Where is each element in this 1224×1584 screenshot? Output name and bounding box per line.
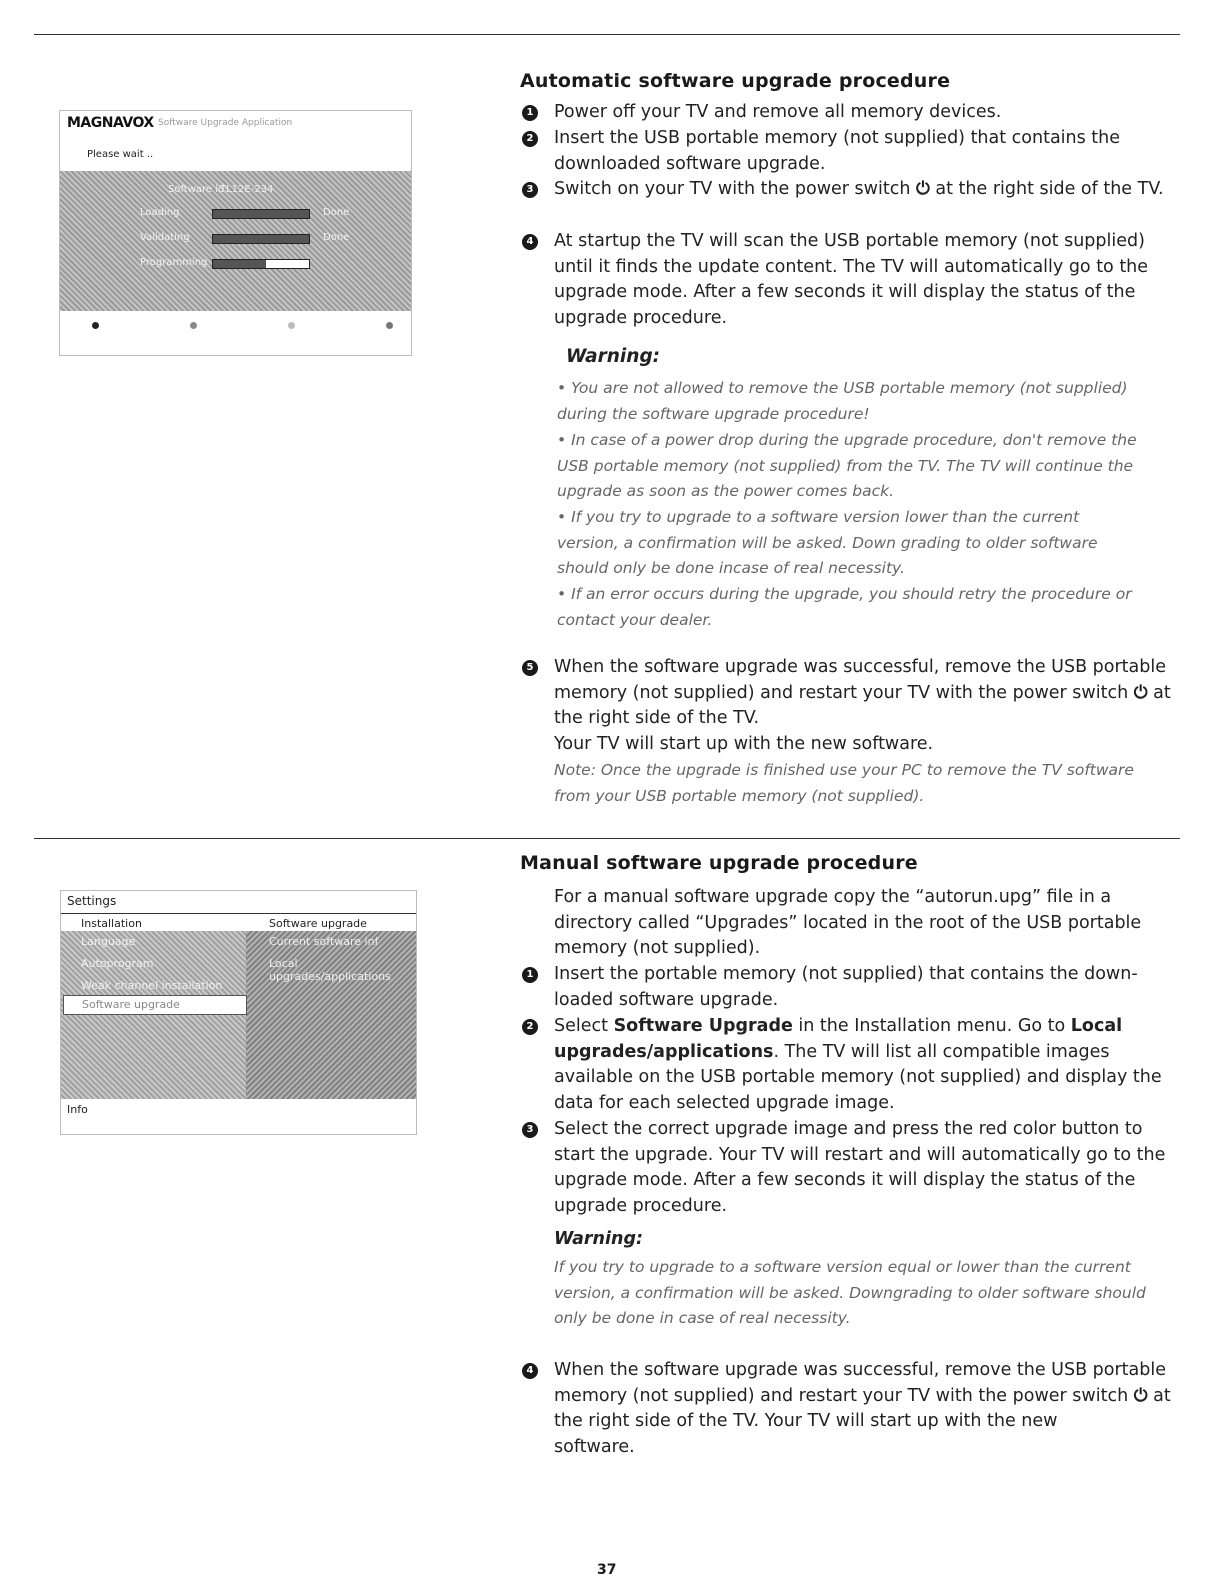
row-label: Programming (140, 257, 208, 268)
page-number: 37 (597, 1562, 617, 1578)
step-text-a: Select (554, 1016, 614, 1036)
manual-warning-text: If you try to upgrade to a software version equal or lower than the current version, a confirmation will be asked. Downgrading to older software should only be done in case of real necessity. (554, 1258, 1146, 1327)
tv-settings-menu (60, 890, 417, 1135)
right-item-local-upgrades[interactable]: Local upgrades/applications (269, 957, 391, 983)
auto-warning-item: • In case of a power drop during the upgrade procedure, don't remove the USB portable memory (not supplied) from the TV. The TV will continue the upgrade as soon as the power comes back. (557, 431, 1137, 500)
auto-section-title: Automatic software upgrade procedure (520, 70, 951, 92)
software-id-value: TL12E-234 (220, 184, 274, 195)
step-bold-b: Software Upgrade (613, 1016, 793, 1036)
section-rule (34, 838, 1180, 839)
step-number: 3 (522, 182, 538, 198)
row-status: Done (323, 232, 350, 243)
row-label: Loading (140, 207, 180, 218)
status-panel (60, 171, 411, 311)
step-number: 2 (522, 1019, 538, 1035)
step-number: 1 (522, 967, 538, 983)
menu-item-autoprogram[interactable]: Autoprogram (81, 957, 154, 970)
color-key-dot (386, 322, 393, 329)
color-key-dot (190, 322, 197, 329)
auto-warning-item: • If an error occurs during the upgrade, you should retry the procedure or contact your dealer. (557, 585, 1132, 629)
auto-warning-title: Warning: (566, 346, 661, 367)
step-text-c: in the Installation menu. Go to (792, 1016, 1071, 1036)
color-key-dot (92, 322, 99, 329)
power-icon: ⏻ (915, 179, 930, 199)
step-text (554, 655, 1174, 732)
step-text-a: Switch on your TV with the power switch (554, 179, 916, 199)
step-text-b: at the right side of the TV. Your TV will start up with the new (554, 1385, 1171, 1431)
brand-logo: MAGNAVOX (67, 115, 154, 131)
right-item-current-software[interactable]: Current software inf (269, 935, 379, 948)
manual-section-title: Manual software upgrade procedure (520, 852, 918, 874)
header-divider (61, 913, 416, 914)
info-label: Info (67, 1103, 88, 1116)
menu-item-weak-channel[interactable]: Weak channel installation (81, 979, 223, 992)
step-text-b: at the right side of the TV. (554, 682, 1171, 728)
progress-bar (212, 234, 310, 244)
auto-note: Note: Once the upgrade is finished use your PC to remove the TV software from your USB portable memory (not supplied). (554, 761, 1134, 805)
step-text (554, 177, 1174, 203)
step-number: 1 (522, 105, 538, 121)
manual-intro: For a manual software upgrade copy the “autorun.upg” file in a directory called “Upgrades” located in the root of the USB portable memory (not supplied). (554, 887, 1142, 958)
auto-warning-item: • If you try to upgrade to a software version lower than the current version, a confirmation will be asked. Down grading to older software should only be done incase of real necessity. (557, 508, 1098, 577)
app-title: Software Upgrade Application (158, 118, 293, 128)
software-upgrade-label: Software upgrade (269, 917, 367, 930)
step-text (554, 1358, 1174, 1460)
color-key-dot (288, 322, 295, 329)
auto-warning-item: • You are not allowed to remove the USB portable memory (not supplied) during the software upgrade procedure! (557, 379, 1128, 423)
top-rule (34, 34, 1180, 35)
progress-bar (212, 209, 310, 219)
auto-after-text: Your TV will start up with the new software. (554, 734, 934, 754)
progress-fill (213, 210, 309, 218)
step-number: 2 (522, 131, 538, 147)
progress-fill (213, 260, 266, 268)
step-number: 4 (522, 234, 538, 250)
menu-item-software-upgrade[interactable] (63, 995, 247, 1015)
settings-header: Settings (67, 894, 117, 908)
step-text-e: . The TV will list all compatible images available on the USB portable memory (not supplied) and display the data for each selected upgrade image. (554, 1041, 1162, 1113)
progress-bar (212, 259, 310, 269)
progress-fill (213, 235, 309, 243)
row-status: Done (323, 207, 350, 218)
software-id-label: Software id: (168, 184, 228, 195)
step-text: At startup the TV will scan the USB portable memory (not supplied) until it finds the update content. The TV will automatically go to the upgrade mode. After a few seconds it will display the status of the upgrade procedure. (554, 231, 1149, 328)
installation-label: Installation (81, 917, 142, 930)
tv-upgrade-screen (59, 110, 412, 356)
step-number: 5 (522, 660, 538, 676)
step-number: 4 (522, 1363, 538, 1379)
step-text: Insert the USB portable memory (not supplied) that contains the downloaded software upgrade. (554, 128, 1121, 174)
step-bold-d: Local upgrades/applications (554, 1016, 1123, 1062)
step-number: 3 (522, 1122, 538, 1138)
manual-warning-title: Warning: (554, 1229, 643, 1249)
step-text (554, 1014, 1174, 1116)
row-label: Validating (140, 232, 190, 243)
step-text-b: at the right side of the TV. (929, 179, 1164, 199)
power-icon: ⏻ (1133, 1385, 1148, 1406)
power-icon: ⏻ (1133, 682, 1148, 703)
step-text-c: software. (554, 1436, 635, 1457)
selected-label: Software upgrade (82, 998, 180, 1011)
step-text-a: When the software upgrade was successful, remove the USB portable memory (not supplied) and restart your TV with the power switch (554, 657, 1167, 703)
step-text: Insert the portable memory (not supplied) that contains the down-loaded software upgrade. (554, 964, 1138, 1010)
step-text: Power off your TV and remove all memory devices. (554, 102, 1002, 122)
wait-text: Please wait .. (87, 149, 154, 160)
menu-item-language[interactable]: Language (81, 935, 136, 948)
step-text: Select the correct upgrade image and press the red color button to start the upgrade. Your TV will restart and will automatically go to the upgrade mode. After a few seconds it will display the status of the upgrade procedure. (554, 1119, 1166, 1216)
step-text-a: When the software upgrade was successful, remove the USB portable memory (not supplied) and restart your TV with the power switch (554, 1360, 1167, 1406)
